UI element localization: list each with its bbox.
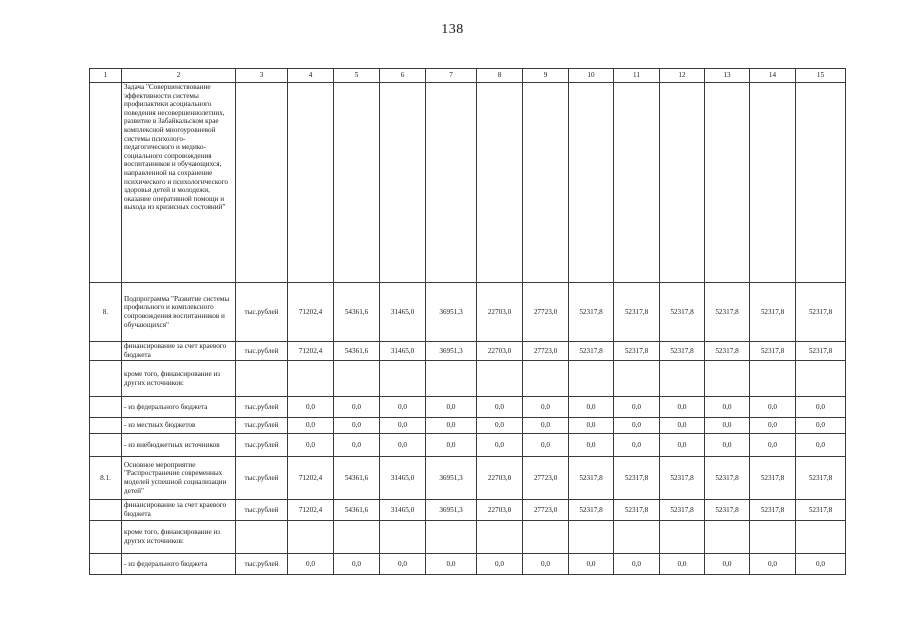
row-number-cell <box>90 521 122 554</box>
value-cell: 36951,3 <box>426 342 477 361</box>
col-header: 15 <box>796 69 846 83</box>
col-header: 14 <box>750 69 796 83</box>
value-cell <box>750 361 796 397</box>
table-row <box>90 521 846 554</box>
col-header: 8 <box>477 69 523 83</box>
unit-cell: тыс.рублей <box>236 500 288 521</box>
value-cell: 0,0 <box>334 554 380 575</box>
value-cell: 0,0 <box>477 434 523 457</box>
value-cell: 54361,6 <box>334 457 380 500</box>
value-cell <box>380 361 426 397</box>
table-row <box>90 361 846 397</box>
row-name-cell: Задача "Совершенствование эффективности системы профилактики асоциального поведения несовершеннолетних, развитие в Забайкальском крае комплексной многоуровневой системы психолого-педагогического и медико-социального сопровождения воспитанников и обучающихся, направленной на сохранение психического и психологического здоровья детей и молодежи, оказание оперативной помощи и выхода из кризисных состояний" <box>122 83 236 283</box>
value-cell: 52317,8 <box>796 283 846 342</box>
unit-cell: тыс.рублей <box>236 397 288 418</box>
value-cell: 0,0 <box>380 434 426 457</box>
row-number-cell <box>90 83 122 283</box>
value-cell: 0,0 <box>750 434 796 457</box>
value-cell <box>477 361 523 397</box>
value-cell: 0,0 <box>380 554 426 575</box>
col-header: 13 <box>705 69 750 83</box>
value-cell: 54361,6 <box>334 342 380 361</box>
row-name-cell: - из местных бюджетов <box>122 418 236 434</box>
value-cell <box>705 83 750 283</box>
value-cell: 52317,8 <box>569 342 614 361</box>
row-name-cell: - из внебюджетных источников <box>122 434 236 457</box>
row-name-cell: Подпрограмма "Развитие системы профильного и комплексного сопровождения воспитанников и обучающихся" <box>122 283 236 342</box>
row-number-cell: 8.1. <box>90 457 122 500</box>
value-cell: 36951,3 <box>426 283 477 342</box>
value-cell: 0,0 <box>796 554 846 575</box>
value-cell: 27723,0 <box>523 283 569 342</box>
col-header: 2 <box>122 69 236 83</box>
row-number-cell <box>90 418 122 434</box>
value-cell <box>705 521 750 554</box>
unit-cell: тыс.рублей <box>236 418 288 434</box>
value-cell <box>477 83 523 283</box>
value-cell <box>523 361 569 397</box>
table-row <box>90 342 846 361</box>
row-name-cell: - из федерального бюджета <box>122 397 236 418</box>
value-cell: 0,0 <box>523 397 569 418</box>
value-cell: 54361,6 <box>334 500 380 521</box>
value-cell: 0,0 <box>614 397 660 418</box>
value-cell <box>614 361 660 397</box>
value-cell: 52317,8 <box>750 500 796 521</box>
value-cell: 31465,0 <box>380 500 426 521</box>
col-header: 11 <box>614 69 660 83</box>
value-cell: 0,0 <box>426 434 477 457</box>
col-header: 7 <box>426 69 477 83</box>
value-cell <box>426 83 477 283</box>
value-cell: 52317,8 <box>705 500 750 521</box>
value-cell: 52317,8 <box>796 500 846 521</box>
value-cell: 0,0 <box>334 434 380 457</box>
col-header: 9 <box>523 69 569 83</box>
value-cell: 0,0 <box>705 418 750 434</box>
row-name-cell: - из федерального бюджета <box>122 554 236 575</box>
unit-cell: тыс.рублей <box>236 283 288 342</box>
col-header: 3 <box>236 69 288 83</box>
unit-cell <box>236 521 288 554</box>
value-cell <box>750 83 796 283</box>
unit-cell <box>236 83 288 283</box>
value-cell: 0,0 <box>660 554 705 575</box>
value-cell: 0,0 <box>660 397 705 418</box>
value-cell <box>426 361 477 397</box>
value-cell <box>796 361 846 397</box>
value-cell <box>569 361 614 397</box>
value-cell: 0,0 <box>614 434 660 457</box>
table-row <box>90 500 846 521</box>
value-cell <box>796 83 846 283</box>
value-cell: 52317,8 <box>796 457 846 500</box>
table-row <box>90 283 846 342</box>
value-cell <box>334 83 380 283</box>
unit-cell: тыс.рублей <box>236 554 288 575</box>
col-header: 4 <box>288 69 334 83</box>
value-cell <box>569 521 614 554</box>
value-cell: 52317,8 <box>614 283 660 342</box>
table-row <box>90 554 846 575</box>
value-cell: 0,0 <box>750 397 796 418</box>
value-cell: 71202,4 <box>288 342 334 361</box>
value-cell: 0,0 <box>380 418 426 434</box>
value-cell: 52317,8 <box>614 500 660 521</box>
value-cell: 0,0 <box>288 434 334 457</box>
value-cell <box>660 361 705 397</box>
unit-cell: тыс.рублей <box>236 434 288 457</box>
value-cell: 31465,0 <box>380 342 426 361</box>
value-cell: 0,0 <box>705 554 750 575</box>
value-cell: 27723,0 <box>523 457 569 500</box>
value-cell: 0,0 <box>426 418 477 434</box>
row-number-cell <box>90 342 122 361</box>
table-row <box>90 418 846 434</box>
value-cell: 54361,6 <box>334 283 380 342</box>
value-cell: 22703,0 <box>477 283 523 342</box>
value-cell: 0,0 <box>523 434 569 457</box>
value-cell: 52317,8 <box>660 342 705 361</box>
value-cell: 0,0 <box>750 554 796 575</box>
value-cell <box>426 521 477 554</box>
col-header: 5 <box>334 69 380 83</box>
value-cell: 52317,8 <box>614 342 660 361</box>
value-cell: 71202,4 <box>288 457 334 500</box>
value-cell <box>705 361 750 397</box>
value-cell: 52317,8 <box>569 500 614 521</box>
value-cell <box>750 521 796 554</box>
value-cell: 31465,0 <box>380 283 426 342</box>
value-cell: 0,0 <box>426 554 477 575</box>
value-cell: 0,0 <box>288 418 334 434</box>
row-number-cell <box>90 361 122 397</box>
value-cell: 31465,0 <box>380 457 426 500</box>
value-cell: 0,0 <box>569 434 614 457</box>
value-cell: 52317,8 <box>750 283 796 342</box>
value-cell: 52317,8 <box>660 500 705 521</box>
value-cell: 0,0 <box>796 397 846 418</box>
value-cell: 22703,0 <box>477 457 523 500</box>
value-cell: 0,0 <box>334 418 380 434</box>
value-cell <box>796 521 846 554</box>
table-row <box>90 434 846 457</box>
value-cell: 0,0 <box>288 397 334 418</box>
value-cell: 0,0 <box>705 397 750 418</box>
value-cell: 0,0 <box>614 554 660 575</box>
row-name-cell: кроме того, финансирование из других источников: <box>122 521 236 554</box>
header-row <box>90 69 846 83</box>
value-cell: 52317,8 <box>705 457 750 500</box>
col-header: 10 <box>569 69 614 83</box>
value-cell: 52317,8 <box>796 342 846 361</box>
col-header: 6 <box>380 69 426 83</box>
value-cell <box>660 83 705 283</box>
value-cell <box>523 83 569 283</box>
unit-cell: тыс.рублей <box>236 342 288 361</box>
value-cell <box>569 83 614 283</box>
value-cell: 0,0 <box>569 418 614 434</box>
value-cell <box>288 521 334 554</box>
table-row <box>90 83 846 283</box>
row-number-cell <box>90 554 122 575</box>
value-cell: 0,0 <box>380 397 426 418</box>
value-cell <box>380 521 426 554</box>
value-cell <box>380 83 426 283</box>
value-cell <box>660 521 705 554</box>
value-cell: 0,0 <box>614 418 660 434</box>
value-cell: 0,0 <box>523 554 569 575</box>
value-cell: 22703,0 <box>477 500 523 521</box>
col-header: 12 <box>660 69 705 83</box>
value-cell <box>334 361 380 397</box>
value-cell: 52317,8 <box>614 457 660 500</box>
value-cell <box>614 521 660 554</box>
row-name-cell: финансирование за счет краевого бюджета <box>122 500 236 521</box>
value-cell: 0,0 <box>288 554 334 575</box>
table-row <box>90 457 846 500</box>
value-cell: 0,0 <box>477 397 523 418</box>
value-cell <box>614 83 660 283</box>
value-cell: 52317,8 <box>660 457 705 500</box>
value-cell: 0,0 <box>796 418 846 434</box>
value-cell <box>334 521 380 554</box>
table-row <box>90 397 846 418</box>
value-cell: 0,0 <box>569 397 614 418</box>
value-cell <box>288 83 334 283</box>
value-cell: 0,0 <box>426 397 477 418</box>
value-cell: 36951,3 <box>426 500 477 521</box>
value-cell: 52317,8 <box>705 283 750 342</box>
page-number: 138 <box>441 22 464 37</box>
value-cell: 52317,8 <box>750 457 796 500</box>
row-number-cell <box>90 434 122 457</box>
unit-cell: тыс.рублей <box>236 457 288 500</box>
value-cell: 0,0 <box>334 397 380 418</box>
row-number-cell <box>90 500 122 521</box>
value-cell: 52317,8 <box>705 342 750 361</box>
value-cell <box>477 521 523 554</box>
value-cell: 0,0 <box>705 434 750 457</box>
value-cell: 0,0 <box>523 418 569 434</box>
value-cell: 27723,0 <box>523 342 569 361</box>
value-cell: 52317,8 <box>569 457 614 500</box>
value-cell: 71202,4 <box>288 283 334 342</box>
row-name-cell: финансирование за счет краевого бюджета <box>122 342 236 361</box>
row-number-cell <box>90 397 122 418</box>
value-cell: 0,0 <box>660 418 705 434</box>
value-cell: 0,0 <box>796 434 846 457</box>
value-cell: 0,0 <box>750 418 796 434</box>
unit-cell <box>236 361 288 397</box>
value-cell <box>288 361 334 397</box>
value-cell: 27723,0 <box>523 500 569 521</box>
value-cell: 0,0 <box>477 418 523 434</box>
value-cell: 0,0 <box>477 554 523 575</box>
value-cell: 0,0 <box>569 554 614 575</box>
col-header: 1 <box>90 69 122 83</box>
value-cell: 22703,0 <box>477 342 523 361</box>
value-cell: 71202,4 <box>288 500 334 521</box>
value-cell: 52317,8 <box>750 342 796 361</box>
value-cell: 0,0 <box>660 434 705 457</box>
row-name-cell: Основное мероприятие "Распространение современных моделей успешной социализации детей" <box>122 457 236 500</box>
value-cell <box>523 521 569 554</box>
row-number-cell: 8. <box>90 283 122 342</box>
value-cell: 36951,3 <box>426 457 477 500</box>
row-name-cell: кроме того, финансирование из других источников: <box>122 361 236 397</box>
value-cell: 52317,8 <box>660 283 705 342</box>
value-cell: 52317,8 <box>569 283 614 342</box>
budget-table <box>89 68 846 575</box>
